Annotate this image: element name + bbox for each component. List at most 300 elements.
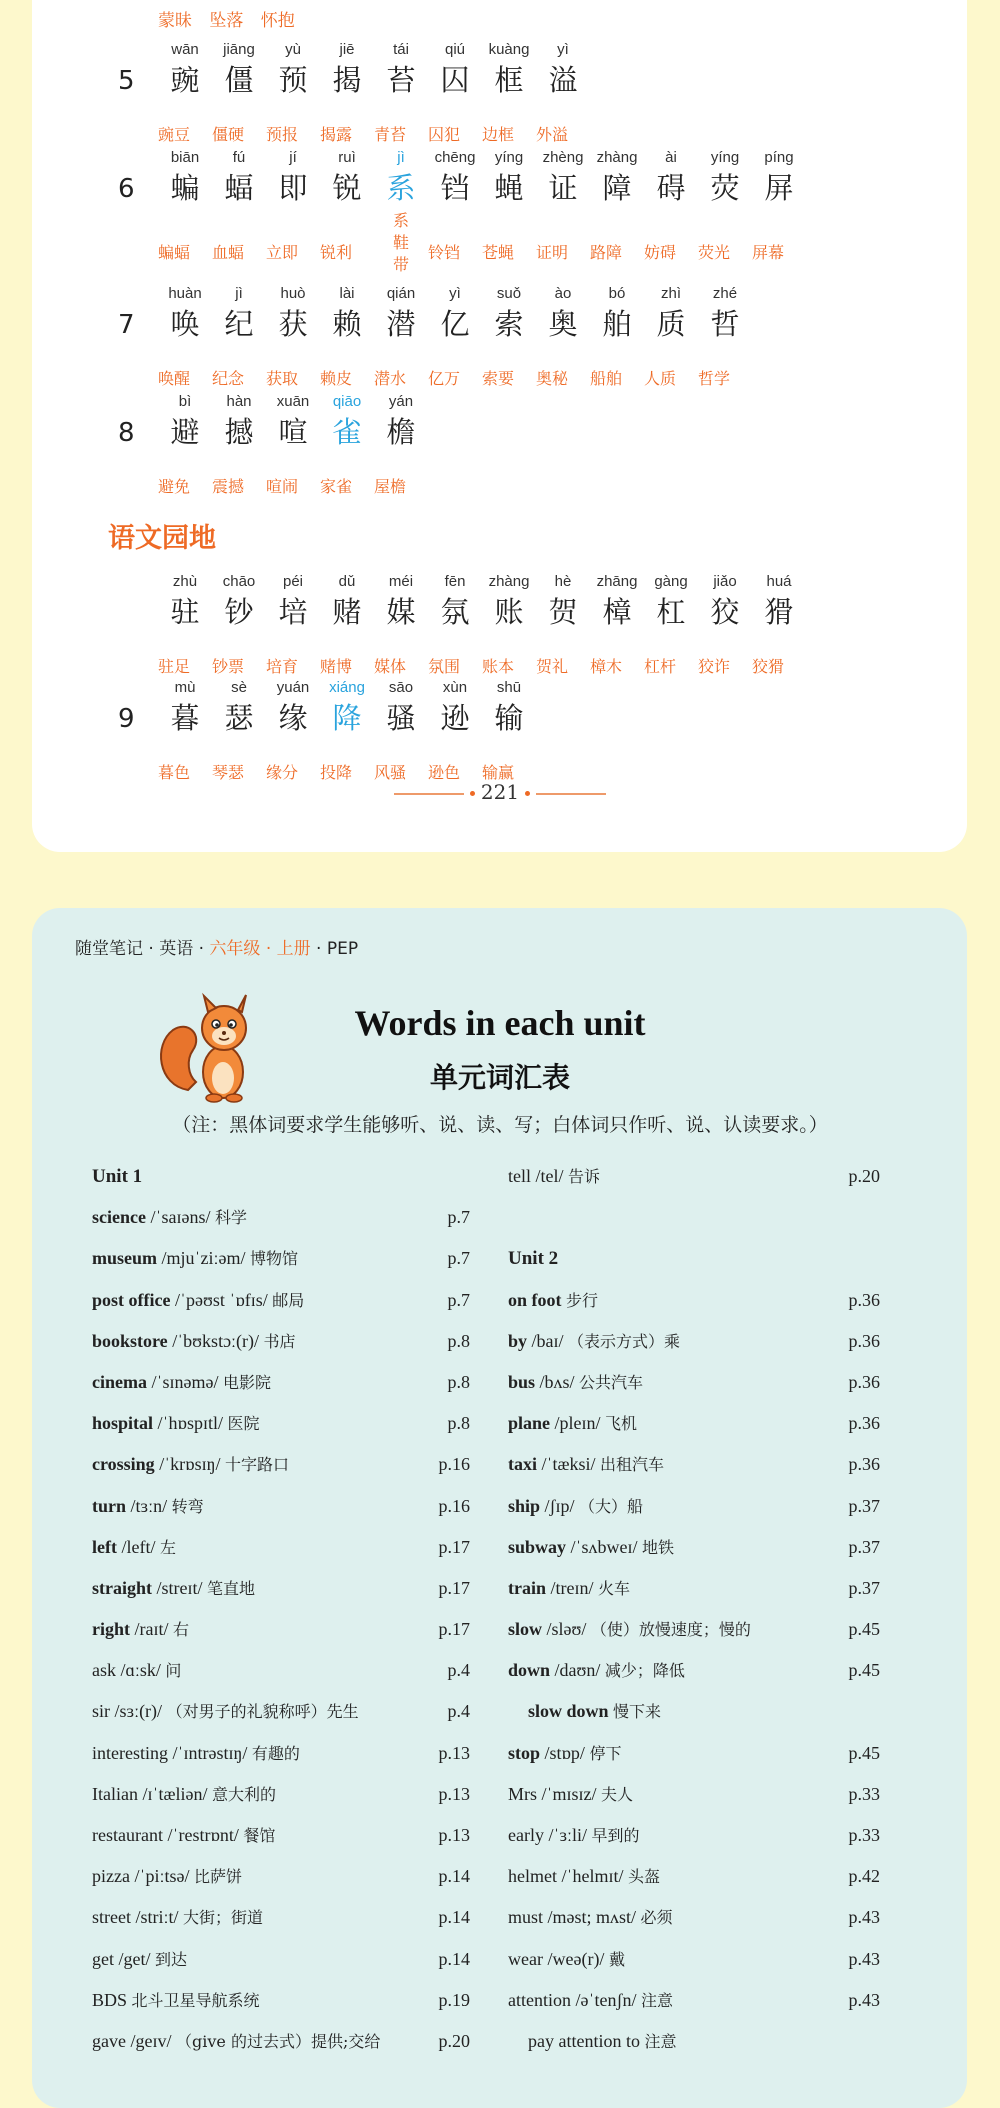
pinyin: zhèng: [542, 149, 584, 166]
character-cell: [428, 40, 482, 100]
example-word: 输赢: [482, 763, 515, 782]
pinyin: yù: [285, 41, 301, 58]
vocab-meaning: 书店: [263, 1331, 296, 1351]
vocab-word: slow: [508, 1619, 543, 1640]
pinyin: huò: [280, 285, 306, 302]
unit-heading: [508, 1238, 880, 1279]
vocab-meaning: （使）放慢速度；慢的: [590, 1620, 751, 1640]
hanzi: 赖: [332, 307, 362, 341]
divider: [394, 793, 464, 795]
vocab-meaning: 注意: [644, 2031, 677, 2051]
pinyin: méi: [388, 573, 414, 590]
vocab-entry: [92, 1568, 470, 1609]
vocab-meaning: （大）船: [579, 1496, 644, 1516]
vocab-meaning: 餐馆: [243, 1826, 276, 1845]
vocab-meaning: （表示方式）乘: [568, 1331, 681, 1351]
hanzi: 证: [548, 171, 578, 205]
vocab-phonetic: /baɪ/: [527, 1330, 569, 1351]
character-cell: [158, 392, 212, 452]
example-word: 系鞋带: [392, 211, 409, 274]
vocab-page: p.8: [447, 1330, 470, 1351]
character-cell: [266, 392, 320, 452]
character-cell: [698, 572, 752, 632]
hanzi: 纪: [224, 307, 254, 341]
vocab-phonetic: sir /sɜː(r)/: [92, 1701, 167, 1722]
hanzi: 预: [278, 63, 308, 97]
hanzi: 缘: [278, 701, 308, 735]
example-word: 赖皮: [320, 369, 353, 388]
vocab-entry: [92, 1815, 470, 1856]
vocab-meaning: 科学: [214, 1208, 247, 1228]
vocab-page: p.17: [438, 1619, 470, 1640]
example-word: 逊色: [428, 763, 461, 782]
vocab-page: p.8: [447, 1413, 470, 1434]
page-header: [75, 934, 358, 959]
example-word: 索要: [482, 369, 515, 388]
header-grade: 六年级 · 上册: [209, 939, 311, 959]
character-cell: [644, 284, 698, 344]
vocab-entry: [92, 1527, 470, 1568]
pinyin: qián: [386, 285, 416, 302]
pinyin: dǔ: [338, 573, 356, 590]
vocab-word: train: [508, 1577, 546, 1598]
lesson-number: 9: [118, 704, 135, 734]
vocab-phonetic: /treɪn/: [546, 1577, 598, 1598]
pinyin: huàn: [168, 285, 202, 302]
hanzi: 舶: [602, 307, 632, 341]
pinyin: zhì: [660, 285, 681, 302]
hanzi: 媒: [386, 595, 416, 629]
character-cell: [644, 148, 698, 208]
vocab-phonetic: pizza /ˈpiːtsə/: [92, 1866, 194, 1887]
vocab-word: stop: [508, 1742, 541, 1763]
vocab-page: p.14: [438, 1907, 470, 1928]
vocab-phonetic: /tɜːn/: [126, 1495, 172, 1516]
vocab-meaning: 早到的: [591, 1826, 640, 1845]
example-word: 屏幕: [752, 243, 785, 262]
vocab-page: p.45: [848, 1742, 880, 1763]
character-cell: [482, 284, 536, 344]
vocab-word: bookstore: [92, 1330, 168, 1351]
pinyin: huá: [766, 573, 792, 590]
hanzi: 囚: [440, 63, 470, 97]
character-cell: [266, 572, 320, 632]
vocab-page: p.7: [447, 1248, 470, 1269]
vocab-meaning: 右: [173, 1620, 190, 1640]
vocab-title-zh: 单元词汇表: [429, 1061, 570, 1094]
vocab-meaning: 医院: [227, 1414, 260, 1434]
vocab-page: p.36: [848, 1454, 880, 1475]
pinyin: yì: [449, 285, 461, 302]
vocab-word: straight: [92, 1577, 152, 1598]
pinyin: hè: [554, 573, 572, 590]
vocab-word: science: [92, 1207, 146, 1228]
hanzi: 蝇: [494, 171, 524, 205]
character-cell: [428, 284, 482, 344]
vocab-page: p.16: [438, 1454, 470, 1475]
unit-label: Unit 2: [508, 1248, 559, 1270]
hanzi: 避: [170, 415, 200, 449]
vocab-phonetic: /ˈtæksi/: [537, 1454, 601, 1475]
divider: [536, 793, 606, 795]
vocab-meaning: 笔直地: [207, 1578, 256, 1598]
vocab-phonetic: /stɒp/: [540, 1742, 590, 1763]
character-row: [158, 392, 428, 452]
hanzi: 锐: [332, 171, 362, 205]
vocab-meaning: 电影院: [222, 1372, 271, 1392]
vocab-entry: [508, 1691, 880, 1732]
vocab-entry: [508, 1280, 880, 1321]
vocab-meaning: 大街；街道: [182, 1908, 263, 1928]
vocab-entry: [92, 2021, 470, 2062]
vocab-meaning: （对男子的礼貌称呼）先生: [166, 1702, 359, 1722]
vocab-page: p.13: [438, 1783, 470, 1804]
example-word: 家雀: [320, 477, 353, 496]
vocab-word: bus: [508, 1371, 536, 1392]
hanzi: 杠: [656, 595, 686, 629]
vocab-word: museum: [92, 1248, 158, 1269]
character-cell: [320, 148, 374, 208]
vocab-entry: [92, 1197, 470, 1238]
vocab-page: p.14: [438, 1866, 470, 1887]
vocab-entry: [508, 1897, 880, 1938]
hanzi: 亿: [440, 307, 470, 341]
vocab-entry: [92, 1280, 470, 1321]
unit-label: Unit 1: [92, 1166, 143, 1187]
character-cell: [590, 148, 644, 208]
vocab-entry: [508, 1486, 880, 1527]
word-row: [158, 474, 428, 497]
pinyin: tái: [393, 41, 409, 58]
pinyin: gàng: [654, 573, 688, 590]
example-word: 囚犯: [428, 125, 461, 144]
character-cell: [266, 678, 320, 738]
vocab-entry: [508, 1774, 880, 1815]
hanzi: 质: [656, 307, 686, 341]
vocab-meaning: 到达: [154, 1949, 187, 1969]
hanzi: 哲: [710, 307, 740, 341]
vocab-entry: [92, 1238, 470, 1279]
character-cell: [590, 572, 644, 632]
character-cell: [752, 572, 806, 632]
character-cell: [428, 148, 482, 208]
vocab-page: p.43: [848, 1907, 880, 1928]
example-word: 贺礼: [536, 657, 569, 676]
vocab-meaning: 比萨饼: [193, 1867, 242, 1887]
vocab-word: cinema: [92, 1371, 147, 1392]
vocab-entry: [92, 1691, 470, 1732]
character-cell: [374, 40, 428, 100]
dot: [470, 791, 475, 796]
pinyin: hàn: [226, 393, 252, 410]
vocab-meaning: 减少；降低: [604, 1661, 685, 1681]
vocab-entry: [508, 1856, 880, 1897]
section-title: 语文园地: [108, 523, 216, 554]
vocab-phonetic: wear /weə(r)/: [508, 1948, 609, 1969]
vocab-entry: [508, 1609, 880, 1650]
example-word: 路障: [590, 243, 623, 262]
word-row: [158, 122, 590, 145]
vocab-entry: [508, 1733, 880, 1774]
vocab-phonetic: BDS: [92, 1989, 132, 2010]
vocab-page: p.42: [848, 1866, 880, 1887]
vocab-phonetic: /ˈhɒspɪtl/: [153, 1413, 228, 1434]
vocab-meaning: 戴: [608, 1949, 625, 1969]
character-cell: [536, 40, 590, 100]
lesson-number: 5: [118, 66, 135, 96]
pinyin: ài: [665, 149, 677, 166]
pinyin: fēn: [444, 573, 466, 590]
example-word: 驻足: [158, 657, 191, 676]
vocab-phonetic: helmet /ˈhelmɪt/: [508, 1866, 628, 1887]
lesson-number: 7: [118, 310, 135, 340]
pinyin: jí: [289, 149, 297, 166]
vocab-meaning: 告诉: [568, 1167, 601, 1186]
vocab-meaning: 转弯: [171, 1496, 204, 1516]
pinyin: yì: [557, 41, 569, 58]
vocab-word: post office: [92, 1289, 171, 1310]
hanzi: 苔: [386, 63, 416, 97]
vocab-phonetic: /ˈsaɪəns/: [145, 1207, 215, 1228]
hanzi: 骚: [386, 701, 416, 735]
vocab-phonetic: pay attention to: [528, 2030, 645, 2051]
example-word: 外溢: [536, 125, 569, 144]
vocab-phonetic: /bʌs/: [535, 1371, 580, 1392]
character-cell: [212, 148, 266, 208]
vocab-phonetic: /pleɪn/: [550, 1413, 606, 1434]
character-cell: [158, 572, 212, 632]
example-word: 缘分: [266, 763, 299, 782]
pinyin: zhàng: [596, 149, 638, 166]
hanzi: 铛: [440, 171, 470, 205]
character-row: [158, 40, 590, 100]
pinyin: jiē: [339, 41, 355, 58]
example-word: 喧闹: [266, 477, 299, 496]
hanzi: 蝙: [170, 171, 200, 205]
vocab-entry: [92, 1774, 470, 1815]
hanzi: 荧: [710, 171, 740, 205]
example-word: 潜水: [374, 369, 407, 388]
vocab-column-right: [508, 1156, 880, 2062]
pinyin: chēng: [434, 149, 476, 166]
vocab-page: p.33: [848, 1783, 880, 1804]
vocab-meaning: 左: [159, 1537, 176, 1557]
vocab-phonetic: /daʊn/: [550, 1660, 605, 1681]
vocab-page: p.37: [848, 1495, 880, 1516]
pinyin: fú: [232, 149, 246, 166]
vocab-page: p.37: [848, 1577, 880, 1598]
hanzi: 瑟: [224, 701, 254, 735]
header-right: · PEP: [310, 939, 359, 959]
vocab-word: subway: [508, 1536, 567, 1557]
pinyin: biān: [170, 149, 200, 166]
vocab-meaning: 飞机: [605, 1414, 638, 1434]
hanzi: 账: [494, 595, 524, 629]
vocab-phonetic: /ˈbʊkstɔː(r)/: [167, 1330, 264, 1351]
example-word: 僵硬: [212, 125, 245, 144]
vocab-page: p.13: [438, 1742, 470, 1763]
hanzi: 溢: [548, 63, 578, 97]
example-word: 杠杆: [644, 657, 677, 676]
vocab-entry: [508, 1156, 880, 1197]
pinyin: xuān: [276, 393, 310, 410]
character-cell: [374, 572, 428, 632]
vocab-word: right: [92, 1619, 130, 1640]
vocab-phonetic: /streɪt/: [152, 1577, 207, 1598]
example-word: 媒体: [374, 657, 407, 676]
pinyin: ruì: [338, 149, 356, 166]
vocab-page: p.16: [438, 1495, 470, 1516]
vocab-entry: [508, 1568, 880, 1609]
pinyin: zhāng: [596, 573, 638, 590]
vocab-phonetic: Mrs /ˈmɪsɪz/: [508, 1783, 601, 1804]
vocab-meaning: 十字路口: [225, 1455, 290, 1475]
vocab-meaning: 停下: [589, 1743, 622, 1763]
example-word: 船舶: [590, 369, 623, 388]
example-word: 屋檐: [374, 477, 407, 496]
pinyin: yán: [388, 393, 414, 410]
vocab-page: p.43: [848, 1948, 880, 1969]
example-word: 青苔: [374, 125, 407, 144]
pinyin: xiáng: [329, 679, 365, 696]
vocab-entry: [508, 1321, 880, 1362]
example-word: 账本: [482, 657, 515, 676]
vocab-phonetic: /left/: [116, 1536, 160, 1557]
vocab-page: p.36: [848, 1289, 880, 1310]
character-cell: [320, 678, 374, 738]
hanzi: 氛: [440, 595, 470, 629]
example-word: 铃铛: [428, 243, 461, 262]
vocab-entry: [92, 1650, 470, 1691]
vocab-page: p.19: [438, 1989, 470, 2010]
pinyin: sè: [231, 679, 247, 696]
character-cell: [212, 572, 266, 632]
example-word: 立即: [266, 243, 299, 262]
hanzi: 猾: [764, 595, 794, 629]
vocab-entry: [508, 1403, 880, 1444]
example-word: 苍蝇: [482, 243, 515, 262]
vocab-page: p.37: [848, 1536, 880, 1557]
vocab-page: p.33: [848, 1825, 880, 1845]
vocab-word: left: [92, 1536, 117, 1557]
vocab-word: slow down: [528, 1701, 609, 1722]
character-cell: [482, 148, 536, 208]
pinyin: qiāo: [332, 393, 362, 410]
vocab-entry: [92, 1609, 470, 1650]
character-cell: [374, 284, 428, 344]
dot: [525, 791, 530, 796]
vocab-page: p.20: [848, 1166, 880, 1186]
vocab-meaning: 火车: [598, 1578, 631, 1598]
hanzi: 输: [494, 701, 524, 735]
spacer: [508, 1197, 880, 1238]
hanzi: 僵: [224, 63, 254, 97]
hanzi: 唤: [170, 307, 200, 341]
pinyin: qiú: [444, 41, 466, 58]
vocab-page: p.7: [447, 1289, 470, 1310]
pinyin: jì: [397, 149, 405, 166]
character-cell: [374, 678, 428, 738]
character-cell: [320, 284, 374, 344]
character-cell: [212, 284, 266, 344]
vocab-phonetic: tell /tel/: [508, 1166, 568, 1186]
example-word: 风骚: [374, 763, 407, 782]
hanzi: 奥: [548, 307, 578, 341]
hanzi: 索: [494, 307, 524, 341]
character-cell: [320, 40, 374, 100]
hanzi: 系: [386, 171, 416, 205]
pinyin: píng: [764, 149, 794, 166]
vocab-column-left: [92, 1156, 470, 2062]
example-word: 唤醒: [158, 369, 191, 388]
word-row: [158, 211, 806, 276]
example-word: 哲学: [698, 369, 731, 388]
hanzi: 喧: [278, 415, 308, 449]
character-row: [158, 678, 536, 738]
vocab-page: p.14: [438, 1948, 470, 1969]
character-cell: [536, 572, 590, 632]
page-number: [0, 780, 1000, 804]
vocab-word: on foot: [508, 1289, 562, 1310]
vocab-meaning: 步行: [566, 1290, 599, 1310]
pinyin: sāo: [388, 679, 414, 696]
vocab-page: p.4: [447, 1660, 470, 1681]
example-word: 蝙蝠: [158, 243, 191, 262]
vocab-meaning: 邮局: [272, 1290, 305, 1310]
vocab-phonetic: /ˈpəʊst ˈɒfɪs/: [170, 1289, 273, 1310]
vocab-meaning: 出租汽车: [600, 1455, 665, 1475]
vocab-page: p.17: [438, 1536, 470, 1557]
example-word: 亿万: [428, 369, 461, 388]
example-word: 樟木: [590, 657, 623, 676]
vocab-word: plane: [508, 1413, 551, 1434]
vocab-word: crossing: [92, 1454, 155, 1475]
hanzi: 障: [602, 171, 632, 205]
vocab-word: turn: [92, 1495, 127, 1516]
pinyin: zhù: [172, 573, 198, 590]
pinyin: kuàng: [488, 41, 530, 58]
pinyin: ào: [554, 285, 572, 302]
header-left: 随堂笔记 · 英语 ·: [75, 939, 210, 959]
character-cell: [374, 148, 428, 208]
vocab-word: taxi: [508, 1454, 537, 1475]
hanzi: 狡: [710, 595, 740, 629]
character-row: [158, 572, 806, 632]
example-word: 豌豆: [158, 125, 191, 144]
vocab-phonetic: /ˈkrɒsɪŋ/: [154, 1454, 225, 1475]
pinyin: zhé: [712, 285, 738, 302]
pinyin: jì: [235, 285, 243, 302]
vocab-entry: [92, 1980, 470, 2021]
vocab-word: down: [508, 1660, 551, 1681]
example-word: 琴瑟: [212, 763, 245, 782]
pinyin: jiāng: [223, 41, 255, 58]
vocab-meaning: 北斗卫星导航系统: [131, 1990, 260, 2010]
character-cell: [212, 40, 266, 100]
vocab-page: p.43: [848, 1989, 880, 2010]
character-cell: [482, 40, 536, 100]
vocab-meaning: 有趣的: [251, 1743, 300, 1763]
character-cell: [158, 678, 212, 738]
vocab-phonetic: get /get/: [92, 1948, 155, 1969]
example-word: 纪念: [212, 369, 245, 388]
vocab-phonetic: /ʃɪp/: [540, 1495, 580, 1516]
page-number-text: 221: [480, 780, 520, 804]
example-word: 人质: [644, 369, 677, 388]
vocab-entry: [508, 1444, 880, 1485]
lesson-number: 6: [118, 174, 135, 204]
character-cell: [212, 678, 266, 738]
